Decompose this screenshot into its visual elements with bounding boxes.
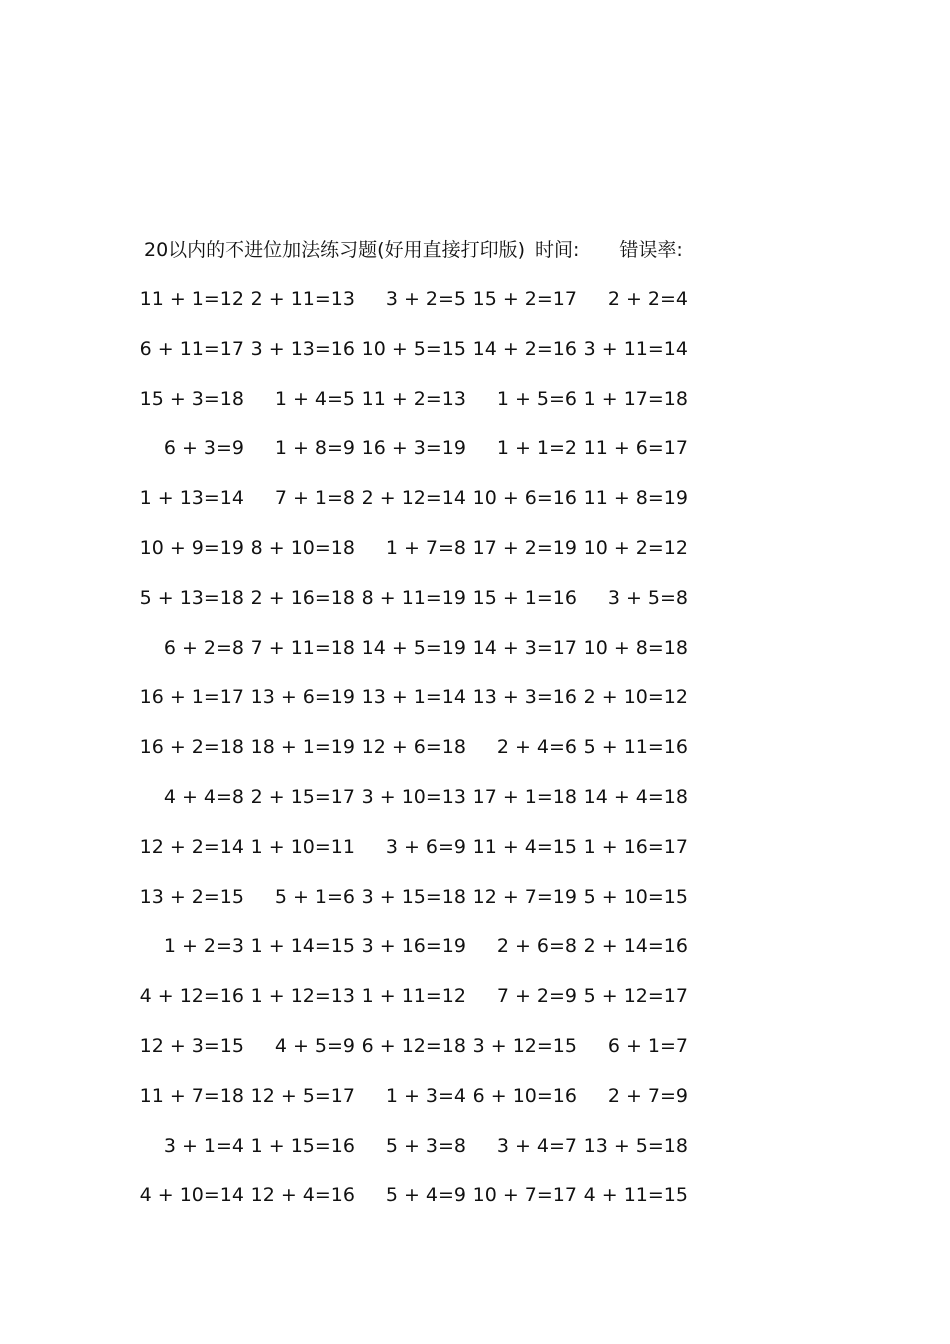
problem-item: 11 + 8=19	[583, 487, 688, 509]
problem-item: 15 + 3=18	[139, 388, 244, 410]
problem-item: 14 + 2=16	[472, 338, 577, 360]
problem-item: 13 + 2=15	[139, 886, 244, 908]
problem-item: 4 + 12=16	[139, 985, 244, 1007]
problem-item: 2 + 10=12	[583, 686, 688, 708]
problem-item: 2 + 16=18	[250, 587, 355, 609]
problem-item: 10 + 5=15	[361, 338, 466, 360]
problem-item: 16 + 3=19	[361, 437, 466, 459]
problem-item: 12 + 2=14	[139, 836, 244, 858]
problem-item: 16 + 1=17	[139, 686, 244, 708]
problem-item: 11 + 2=13	[361, 388, 466, 410]
problem-item: 3 + 15=18	[361, 886, 466, 908]
problem-item: 1 + 4=5	[274, 388, 355, 410]
problem-item: 5 + 4=9	[385, 1184, 466, 1206]
problem-item: 5 + 10=15	[583, 886, 688, 908]
problem-item: 13 + 6=19	[250, 686, 355, 708]
problem-item: 1 + 3=4	[385, 1085, 466, 1107]
problem-item: 15 + 2=17	[472, 288, 577, 310]
problem-item: 3 + 10=13	[361, 786, 466, 808]
problem-item: 5 + 1=6	[274, 886, 355, 908]
problem-item: 6 + 3=9	[163, 437, 244, 459]
problem-item: 14 + 5=19	[361, 637, 466, 659]
problem-item: 13 + 1=14	[361, 686, 466, 708]
problem-item: 13 + 3=16	[472, 686, 577, 708]
time-label: 时间:	[535, 239, 580, 261]
problem-item: 6 + 2=8	[163, 637, 244, 659]
problem-item: 1 + 10=11	[250, 836, 355, 858]
problem-item: 3 + 5=8	[607, 587, 688, 609]
problem-item: 2 + 2=4	[607, 288, 688, 310]
problem-item: 3 + 4=7	[496, 1135, 577, 1157]
problem-item: 7 + 11=18	[250, 637, 355, 659]
problem-item: 3 + 6=9	[385, 836, 466, 858]
problem-item: 1 + 7=8	[385, 537, 466, 559]
problem-item: 2 + 7=9	[607, 1085, 688, 1107]
problem-item: 3 + 16=19	[361, 935, 466, 957]
problem-item: 12 + 6=18	[361, 736, 466, 758]
problem-item: 10 + 9=19	[139, 537, 244, 559]
worksheet-title: 20以内的不进位加法练习题(好用直接打印版)	[144, 239, 526, 261]
problem-item: 1 + 1=2	[496, 437, 577, 459]
problem-item: 11 + 1=12	[139, 288, 244, 310]
problem-item: 5 + 3=8	[385, 1135, 466, 1157]
problem-item: 4 + 4=8	[163, 786, 244, 808]
problem-item: 1 + 12=13	[250, 985, 355, 1007]
problem-item: 2 + 12=14	[361, 487, 466, 509]
problem-item: 5 + 12=17	[583, 985, 688, 1007]
problem-item: 17 + 1=18	[472, 786, 577, 808]
problem-item: 1 + 17=18	[583, 388, 688, 410]
problem-item: 10 + 8=18	[583, 637, 688, 659]
problem-item: 14 + 4=18	[583, 786, 688, 808]
problem-item: 4 + 10=14	[139, 1184, 244, 1206]
problem-item: 1 + 8=9	[274, 437, 355, 459]
problem-item: 15 + 1=16	[472, 587, 577, 609]
problem-item: 10 + 7=17	[472, 1184, 577, 1206]
problem-item: 1 + 5=6	[496, 388, 577, 410]
problem-item: 3 + 1=4	[163, 1135, 244, 1157]
problem-item: 17 + 2=19	[472, 537, 577, 559]
problem-item: 3 + 11=14	[583, 338, 688, 360]
problem-item: 2 + 4=6	[496, 736, 577, 758]
problem-item: 2 + 14=16	[583, 935, 688, 957]
problem-item: 11 + 7=18	[139, 1085, 244, 1107]
problem-item: 2 + 15=17	[250, 786, 355, 808]
problem-item: 6 + 1=7	[607, 1035, 688, 1057]
problem-item: 12 + 3=15	[139, 1035, 244, 1057]
problem-item: 8 + 10=18	[250, 537, 355, 559]
problem-item: 6 + 10=16	[472, 1085, 577, 1107]
worksheet-header	[144, 237, 683, 263]
problem-item: 2 + 6=8	[496, 935, 577, 957]
problem-item: 1 + 16=17	[583, 836, 688, 858]
problem-item: 5 + 13=18	[139, 587, 244, 609]
problem-item: 5 + 11=16	[583, 736, 688, 758]
problem-item: 10 + 2=12	[583, 537, 688, 559]
problem-item: 12 + 7=19	[472, 886, 577, 908]
problem-item: 10 + 6=16	[472, 487, 577, 509]
problem-item: 1 + 15=16	[250, 1135, 355, 1157]
problem-item: 3 + 13=16	[250, 338, 355, 360]
problem-item: 1 + 13=14	[139, 487, 244, 509]
problem-item: 14 + 3=17	[472, 637, 577, 659]
problem-item: 3 + 2=5	[385, 288, 466, 310]
problem-item: 7 + 1=8	[274, 487, 355, 509]
problem-item: 7 + 2=9	[496, 985, 577, 1007]
problem-item: 6 + 12=18	[361, 1035, 466, 1057]
problem-item: 4 + 11=15	[583, 1184, 688, 1206]
error-rate-label: 错误率:	[619, 239, 683, 261]
problem-item: 8 + 11=19	[361, 587, 466, 609]
problem-item: 12 + 4=16	[250, 1184, 355, 1206]
problem-item: 1 + 2=3	[163, 935, 244, 957]
problem-item: 3 + 12=15	[472, 1035, 577, 1057]
problem-item: 2 + 11=13	[250, 288, 355, 310]
problem-item: 18 + 1=19	[250, 736, 355, 758]
problem-item: 11 + 6=17	[583, 437, 688, 459]
problem-item: 1 + 14=15	[250, 935, 355, 957]
problem-item: 12 + 5=17	[250, 1085, 355, 1107]
problem-item: 11 + 4=15	[472, 836, 577, 858]
problem-item: 13 + 5=18	[583, 1135, 688, 1157]
problem-item: 4 + 5=9	[274, 1035, 355, 1057]
problem-item: 1 + 11=12	[361, 985, 466, 1007]
problem-item: 16 + 2=18	[139, 736, 244, 758]
problem-item: 6 + 11=17	[139, 338, 244, 360]
